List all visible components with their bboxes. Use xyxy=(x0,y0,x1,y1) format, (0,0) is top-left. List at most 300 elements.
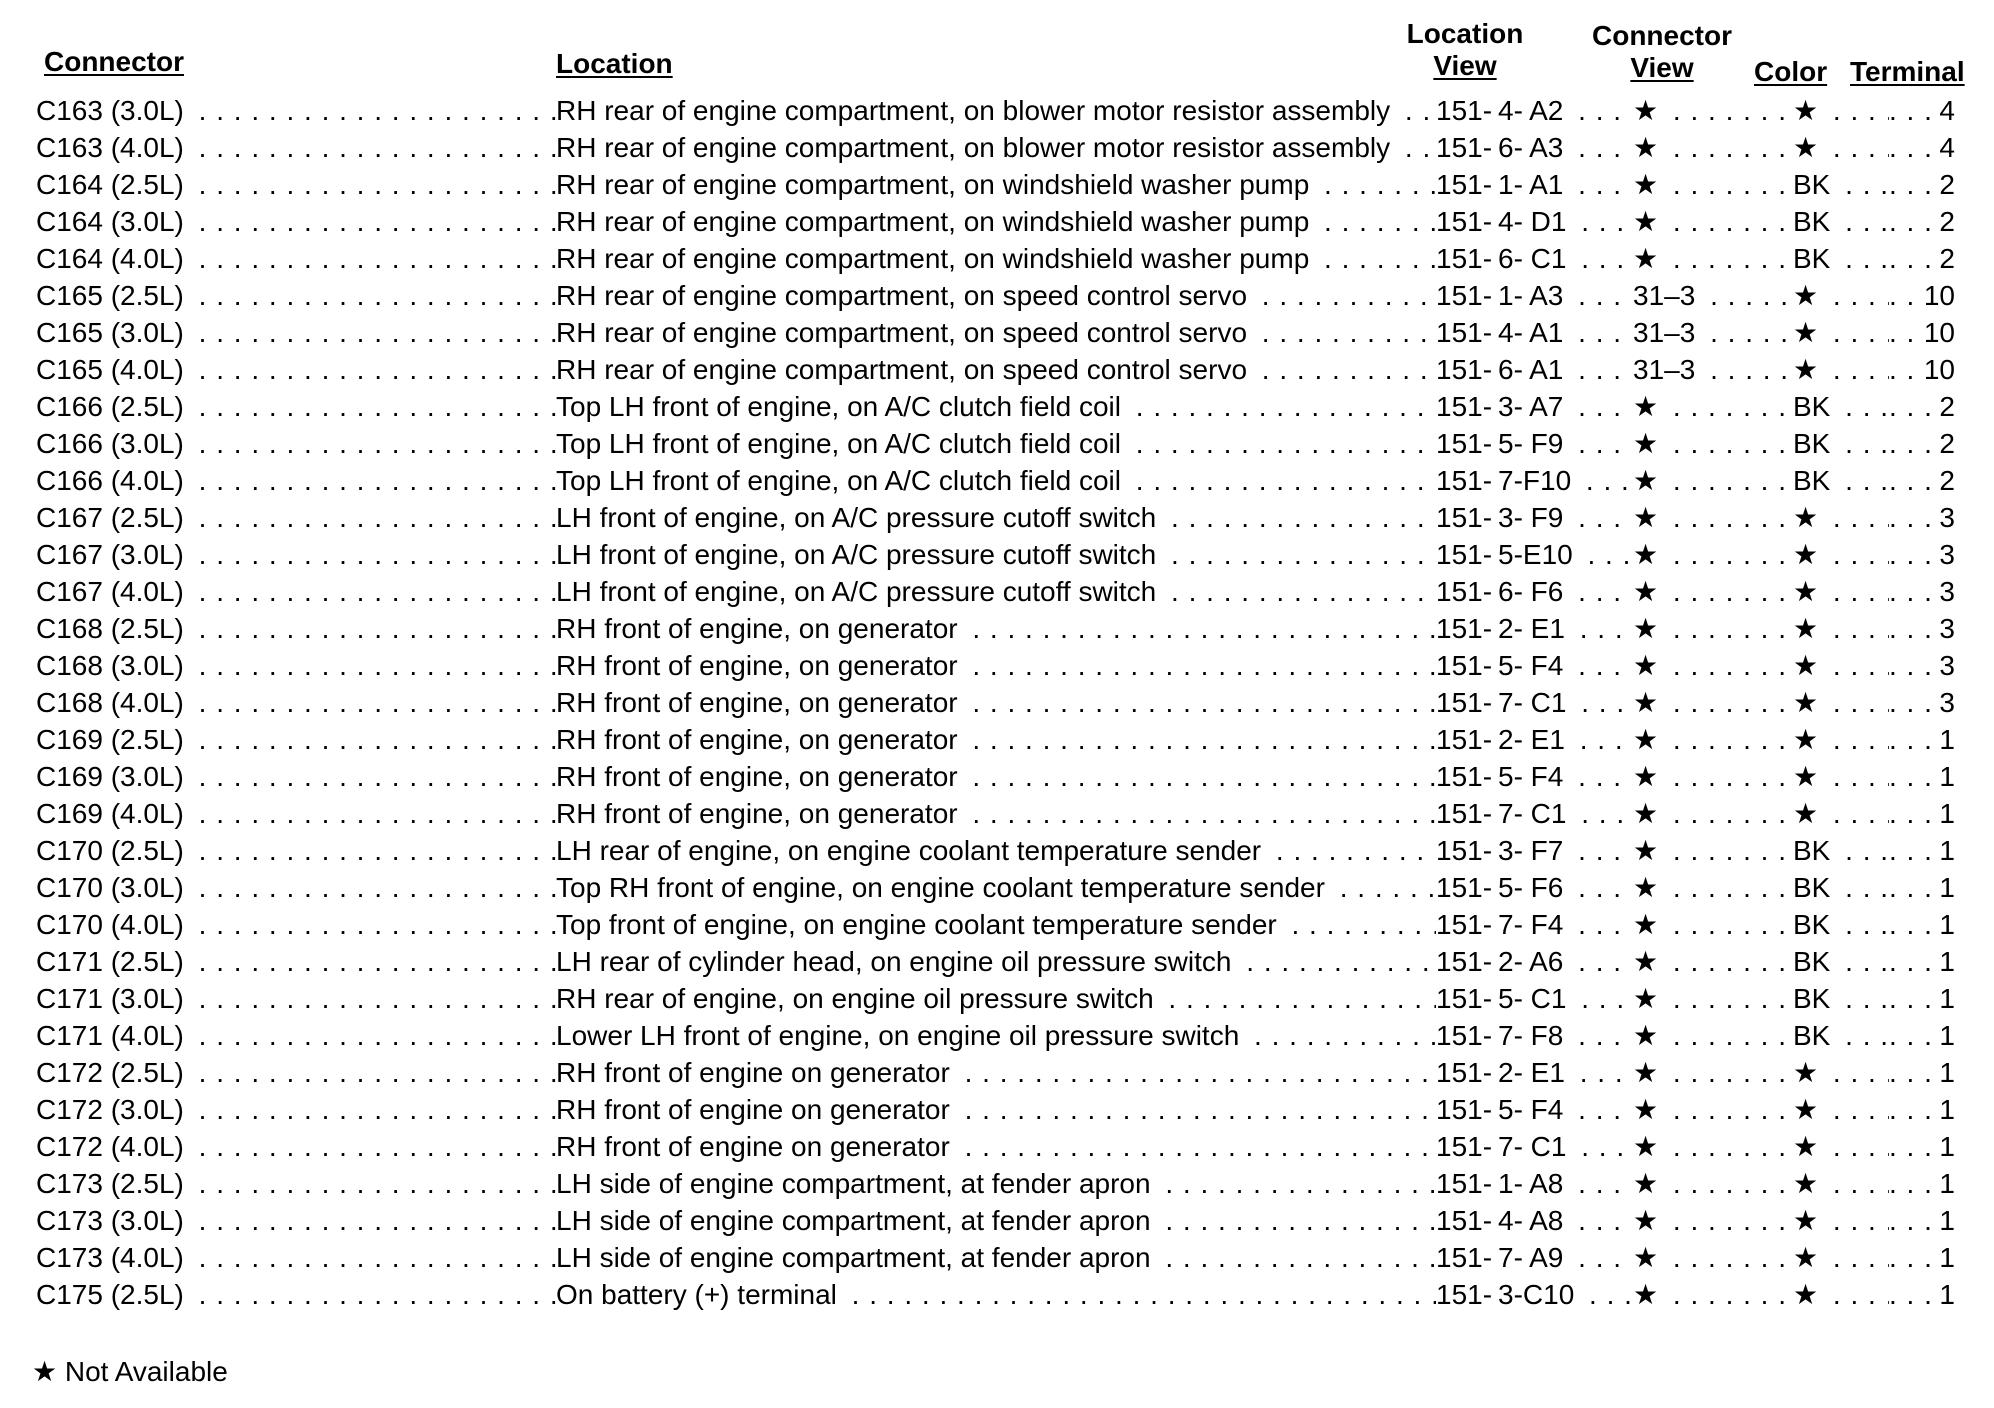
location-view-page: 151- xyxy=(1436,835,1496,866)
connector-id-cell xyxy=(36,277,556,314)
location-text-cell xyxy=(556,1091,1436,1128)
location-text: LH front of engine, on A/C pressure cutoff switch xyxy=(556,576,1162,607)
table-row xyxy=(36,425,1966,462)
terminal-count: 1 xyxy=(1935,980,1955,1017)
location-view-grid-cell xyxy=(1498,980,1633,1017)
table-row xyxy=(36,758,1966,795)
table-row xyxy=(36,1239,1966,1276)
terminal-count: 3 xyxy=(1935,647,1955,684)
connector-id-cell xyxy=(36,610,556,647)
terminal-count: 10 xyxy=(1920,277,1955,314)
wire-color-cell xyxy=(1793,1017,1889,1054)
location-view-page-cell xyxy=(1436,1091,1496,1128)
location-view-grid: 3- F9 xyxy=(1498,502,1569,533)
terminal-cell xyxy=(1889,351,1955,388)
location-view-page: 151- xyxy=(1436,317,1496,348)
location-view-grid: 4- A2 xyxy=(1498,95,1569,126)
header-location-label: Location xyxy=(556,48,673,79)
location-view-page-cell xyxy=(1436,906,1496,943)
location-view-grid: 5- F4 xyxy=(1498,650,1569,681)
wire-color: ★ xyxy=(1793,1094,1824,1125)
connector-view: 31–3 xyxy=(1633,280,1701,311)
location-view-grid-cell xyxy=(1498,758,1633,795)
connector-view: 31–3 xyxy=(1633,317,1701,348)
connector-id: C172 (4.0L) xyxy=(36,1131,190,1162)
location-view-grid: 2- E1 xyxy=(1498,724,1571,755)
connector-id: C171 (3.0L) xyxy=(36,983,190,1014)
table-row xyxy=(36,610,1966,647)
location-view-grid: 7- C1 xyxy=(1498,1131,1572,1162)
wire-color-cell xyxy=(1793,1239,1889,1276)
connector-view: ★ xyxy=(1633,687,1664,718)
location-text-cell xyxy=(556,351,1436,388)
location-text-cell xyxy=(556,832,1436,869)
header-connector-view xyxy=(1592,20,1732,84)
location-view-page-cell xyxy=(1436,832,1496,869)
terminal-cell xyxy=(1889,1091,1955,1128)
wire-color-cell xyxy=(1793,166,1889,203)
terminal-count: 2 xyxy=(1935,203,1955,240)
location-view-page-cell xyxy=(1436,980,1496,1017)
location-text-cell xyxy=(556,1239,1436,1276)
table-row xyxy=(36,1128,1966,1165)
location-view-grid: 4- A1 xyxy=(1498,317,1569,348)
terminal-count: 3 xyxy=(1935,610,1955,647)
location-view-page-cell xyxy=(1436,869,1496,906)
location-view-page-cell xyxy=(1436,314,1496,351)
terminal-cell xyxy=(1889,869,1955,906)
connector-id-cell xyxy=(36,1017,556,1054)
location-view-page: 151- xyxy=(1436,576,1496,607)
connector-view-cell xyxy=(1633,1276,1793,1313)
connector-id-cell xyxy=(36,1128,556,1165)
location-text: RH rear of engine, on engine oil pressure switch xyxy=(556,983,1160,1014)
location-view-page: 151- xyxy=(1436,1279,1496,1310)
connector-id: C163 (3.0L) xyxy=(36,95,190,126)
location-view-page: 151- xyxy=(1436,354,1496,385)
table-row xyxy=(36,129,1966,166)
location-text: RH rear of engine compartment, on speed control servo xyxy=(556,317,1253,348)
location-text: Lower LH front of engine, on engine oil pressure switch xyxy=(556,1020,1245,1051)
table-row xyxy=(36,351,1966,388)
wire-color: BK xyxy=(1793,835,1836,866)
location-text-cell xyxy=(556,166,1436,203)
connector-view-cell xyxy=(1633,351,1793,388)
location-view-grid-cell xyxy=(1498,314,1633,351)
wire-color: ★ xyxy=(1793,1057,1824,1088)
location-view-grid: 3- F7 xyxy=(1498,835,1569,866)
header-connector-view-line1: Connector xyxy=(1592,20,1732,51)
connector-view-cell xyxy=(1633,1202,1793,1239)
connector-id: C172 (2.5L) xyxy=(36,1057,190,1088)
connector-view: ★ xyxy=(1633,391,1664,422)
location-text: RH front of engine, on generator xyxy=(556,650,964,681)
location-view-page: 151- xyxy=(1436,1020,1496,1051)
connector-id: C170 (2.5L) xyxy=(36,835,190,866)
location-view-page: 151- xyxy=(1436,798,1496,829)
terminal-cell xyxy=(1889,647,1955,684)
connector-view: ★ xyxy=(1633,169,1664,200)
terminal-count: 1 xyxy=(1935,1165,1955,1202)
wire-color: ★ xyxy=(1793,502,1824,533)
connector-id-cell xyxy=(36,462,556,499)
location-text: On battery (+) terminal xyxy=(556,1279,843,1310)
connector-view-cell xyxy=(1633,573,1793,610)
terminal-count: 1 xyxy=(1935,869,1955,906)
terminal-cell xyxy=(1889,684,1955,721)
location-view-page-cell xyxy=(1436,943,1496,980)
wire-color: ★ xyxy=(1793,613,1824,644)
location-view-grid: 7-F10 xyxy=(1498,465,1577,496)
location-text: RH front of engine on generator xyxy=(556,1057,956,1088)
connector-view: ★ xyxy=(1633,1168,1664,1199)
wire-color-cell xyxy=(1793,536,1889,573)
location-text-cell xyxy=(556,647,1436,684)
location-view-grid-cell xyxy=(1498,1091,1633,1128)
terminal-count: 1 xyxy=(1935,832,1955,869)
wire-color-cell xyxy=(1793,277,1889,314)
location-view-grid: 2- E1 xyxy=(1498,613,1571,644)
connector-id-cell xyxy=(36,1165,556,1202)
connector-view-cell xyxy=(1633,314,1793,351)
location-view-grid-cell xyxy=(1498,832,1633,869)
connector-view-cell xyxy=(1633,499,1793,536)
connector-view-cell xyxy=(1633,277,1793,314)
connector-id-cell xyxy=(36,943,556,980)
wire-color: BK xyxy=(1793,169,1836,200)
location-text-cell xyxy=(556,684,1436,721)
location-view-grid-cell xyxy=(1498,1017,1633,1054)
location-view-page: 151- xyxy=(1436,1094,1496,1125)
connector-view: ★ xyxy=(1633,502,1664,533)
wire-color: BK xyxy=(1793,428,1836,459)
location-view-page-cell xyxy=(1436,129,1496,166)
connector-id-cell xyxy=(36,758,556,795)
wire-color: ★ xyxy=(1793,1242,1824,1273)
terminal-cell xyxy=(1889,906,1955,943)
location-view-page-cell xyxy=(1436,536,1496,573)
wire-color-cell xyxy=(1793,758,1889,795)
location-view-grid-cell xyxy=(1498,166,1633,203)
terminal-count: 4 xyxy=(1935,129,1955,166)
location-view-grid-cell xyxy=(1498,536,1633,573)
location-text-cell xyxy=(556,92,1436,129)
location-view-page-cell xyxy=(1436,721,1496,758)
terminal-cell xyxy=(1889,203,1955,240)
wire-color-cell xyxy=(1793,721,1889,758)
location-text: LH side of engine compartment, at fender apron xyxy=(556,1168,1157,1199)
wire-color-cell xyxy=(1793,980,1889,1017)
location-text-cell xyxy=(556,129,1436,166)
connector-id-cell xyxy=(36,684,556,721)
location-view-page-cell xyxy=(1436,425,1496,462)
table-row xyxy=(36,832,1966,869)
connector-view: ★ xyxy=(1633,576,1664,607)
connector-id-cell xyxy=(36,425,556,462)
location-view-page: 151- xyxy=(1436,650,1496,681)
location-text: LH front of engine, on A/C pressure cutoff switch xyxy=(556,539,1162,570)
connector-view-cell xyxy=(1633,240,1793,277)
location-view-grid: 7- C1 xyxy=(1498,798,1572,829)
connector-view-cell xyxy=(1633,832,1793,869)
terminal-cell xyxy=(1889,573,1955,610)
connector-view-cell xyxy=(1633,92,1793,129)
wire-color-cell xyxy=(1793,573,1889,610)
connector-view-cell xyxy=(1633,795,1793,832)
table-row xyxy=(36,943,1966,980)
location-view-page-cell xyxy=(1436,573,1496,610)
location-view-grid-cell xyxy=(1498,462,1633,499)
location-view-page-cell xyxy=(1436,1276,1496,1313)
connector-view-cell xyxy=(1633,647,1793,684)
connector-id: C168 (2.5L) xyxy=(36,613,190,644)
header-location-view-line2: View xyxy=(1433,50,1497,81)
location-text: RH front of engine, on generator xyxy=(556,613,964,644)
location-view-page-cell xyxy=(1436,166,1496,203)
terminal-count: 2 xyxy=(1935,388,1955,425)
location-text-cell xyxy=(556,1276,1436,1313)
wire-color-cell xyxy=(1793,499,1889,536)
wire-color-cell xyxy=(1793,610,1889,647)
connector-view: ★ xyxy=(1633,872,1664,903)
table-row xyxy=(36,499,1966,536)
terminal-cell xyxy=(1889,240,1955,277)
location-view-grid: 4- A8 xyxy=(1498,1205,1569,1236)
location-view-grid: 5- F4 xyxy=(1498,761,1569,792)
table-row xyxy=(36,684,1966,721)
terminal-count: 1 xyxy=(1935,906,1955,943)
connector-view-cell xyxy=(1633,980,1793,1017)
location-view-grid: 6- A3 xyxy=(1498,132,1569,163)
wire-color-cell xyxy=(1793,647,1889,684)
connector-id-cell xyxy=(36,499,556,536)
wire-color-cell xyxy=(1793,314,1889,351)
connector-id: C170 (4.0L) xyxy=(36,909,190,940)
location-text: Top LH front of engine, on A/C clutch field coil xyxy=(556,428,1127,459)
connector-view: ★ xyxy=(1633,1205,1664,1236)
terminal-count: 10 xyxy=(1920,351,1955,388)
location-view-page-cell xyxy=(1436,1165,1496,1202)
location-text: LH front of engine, on A/C pressure cutoff switch xyxy=(556,502,1162,533)
header-terminal xyxy=(1850,56,1965,88)
table-row xyxy=(36,906,1966,943)
connector-view: ★ xyxy=(1633,1242,1664,1273)
connector-id: C164 (3.0L) xyxy=(36,206,190,237)
location-view-grid: 2- A6 xyxy=(1498,946,1569,977)
location-text-cell xyxy=(556,499,1436,536)
connector-id-cell xyxy=(36,203,556,240)
location-view-page: 151- xyxy=(1436,95,1496,126)
location-view-grid: 3-C10 xyxy=(1498,1279,1580,1310)
connector-id-cell xyxy=(36,1091,556,1128)
connector-view-cell xyxy=(1633,388,1793,425)
connector-id-cell xyxy=(36,980,556,1017)
connector-id: C165 (2.5L) xyxy=(36,280,190,311)
connector-id: C166 (4.0L) xyxy=(36,465,190,496)
connector-view: ★ xyxy=(1633,761,1664,792)
wire-color: BK xyxy=(1793,909,1836,940)
connector-id: C171 (2.5L) xyxy=(36,946,190,977)
location-text: RH front of engine, on generator xyxy=(556,724,964,755)
connector-view: 31–3 xyxy=(1633,354,1701,385)
location-view-page-cell xyxy=(1436,351,1496,388)
terminal-cell xyxy=(1889,943,1955,980)
connector-id-cell xyxy=(36,240,556,277)
wire-color: BK xyxy=(1793,946,1836,977)
location-text: RH rear of engine compartment, on blower motor resistor assembly xyxy=(556,95,1396,126)
connector-view: ★ xyxy=(1633,243,1664,274)
connector-view-cell xyxy=(1633,1165,1793,1202)
terminal-cell xyxy=(1889,388,1955,425)
location-view-grid-cell xyxy=(1498,1202,1633,1239)
location-view-grid: 4- D1 xyxy=(1498,206,1572,237)
location-text-cell xyxy=(556,610,1436,647)
location-text: LH side of engine compartment, at fender apron xyxy=(556,1205,1157,1236)
wire-color: BK xyxy=(1793,465,1836,496)
connector-view-cell xyxy=(1633,1239,1793,1276)
wire-color: ★ xyxy=(1793,539,1824,570)
connector-view-cell xyxy=(1633,536,1793,573)
location-view-page-cell xyxy=(1436,684,1496,721)
location-view-page: 151- xyxy=(1436,613,1496,644)
connector-view: ★ xyxy=(1633,465,1664,496)
wire-color-cell xyxy=(1793,462,1889,499)
terminal-cell xyxy=(1889,314,1955,351)
location-text: RH front of engine, on generator xyxy=(556,687,964,718)
terminal-count: 1 xyxy=(1935,943,1955,980)
location-view-grid-cell xyxy=(1498,906,1633,943)
table-row xyxy=(36,1017,1966,1054)
connector-id: C169 (3.0L) xyxy=(36,761,190,792)
wire-color: ★ xyxy=(1793,576,1824,607)
location-view-page-cell xyxy=(1436,240,1496,277)
connector-table-body xyxy=(36,92,1966,1313)
connector-id: C166 (2.5L) xyxy=(36,391,190,422)
wire-color-cell xyxy=(1793,388,1889,425)
table-row xyxy=(36,869,1966,906)
terminal-cell xyxy=(1889,832,1955,869)
terminal-cell xyxy=(1889,1202,1955,1239)
connector-view: ★ xyxy=(1633,909,1664,940)
header-location-view-line1: Location xyxy=(1406,18,1524,49)
location-view-page: 151- xyxy=(1436,1057,1496,1088)
location-text-cell xyxy=(556,758,1436,795)
connector-view: ★ xyxy=(1633,539,1664,570)
location-view-page-cell xyxy=(1436,610,1496,647)
connector-view-cell xyxy=(1633,1091,1793,1128)
connector-view-cell xyxy=(1633,610,1793,647)
terminal-cell xyxy=(1889,536,1955,573)
location-view-grid: 1- A3 xyxy=(1498,280,1569,311)
wire-color-cell xyxy=(1793,203,1889,240)
table-row xyxy=(36,314,1966,351)
location-view-page-cell xyxy=(1436,1202,1496,1239)
wire-color-cell xyxy=(1793,240,1889,277)
location-text: RH rear of engine compartment, on speed control servo xyxy=(556,280,1253,311)
table-row xyxy=(36,1202,1966,1239)
connector-view-cell xyxy=(1633,1054,1793,1091)
connector-id: C168 (4.0L) xyxy=(36,687,190,718)
connector-id: C173 (2.5L) xyxy=(36,1168,190,1199)
connector-view-cell xyxy=(1633,1128,1793,1165)
connector-id-cell xyxy=(36,573,556,610)
connector-id-cell xyxy=(36,795,556,832)
connector-id: C167 (4.0L) xyxy=(36,576,190,607)
location-view-page: 151- xyxy=(1436,391,1496,422)
location-view-grid-cell xyxy=(1498,647,1633,684)
connector-id: C169 (2.5L) xyxy=(36,724,190,755)
connector-id-cell xyxy=(36,647,556,684)
terminal-count: 1 xyxy=(1935,1202,1955,1239)
location-view-grid: 1- A1 xyxy=(1498,169,1569,200)
terminal-count: 3 xyxy=(1935,499,1955,536)
location-view-grid-cell xyxy=(1498,351,1633,388)
connector-view: ★ xyxy=(1633,613,1664,644)
terminal-count: 2 xyxy=(1935,240,1955,277)
terminal-cell xyxy=(1889,129,1955,166)
connector-id-cell xyxy=(36,721,556,758)
connector-id-cell xyxy=(36,536,556,573)
location-view-page-cell xyxy=(1436,462,1496,499)
connector-id: C172 (3.0L) xyxy=(36,1094,190,1125)
location-view-page: 151- xyxy=(1436,1168,1496,1199)
location-view-page: 151- xyxy=(1436,280,1496,311)
wire-color: ★ xyxy=(1793,354,1824,385)
location-view-grid: 7- F4 xyxy=(1498,909,1569,940)
location-text-cell xyxy=(556,869,1436,906)
terminal-count: 2 xyxy=(1935,425,1955,462)
location-view-page-cell xyxy=(1436,277,1496,314)
connector-view-cell xyxy=(1633,462,1793,499)
wire-color: ★ xyxy=(1793,1131,1824,1162)
location-text-cell xyxy=(556,314,1436,351)
wire-color-cell xyxy=(1793,943,1889,980)
connector-view: ★ xyxy=(1633,1279,1664,1310)
connector-view-cell xyxy=(1633,684,1793,721)
location-view-page: 151- xyxy=(1436,1242,1496,1273)
terminal-cell xyxy=(1889,1054,1955,1091)
location-view-grid: 1- A8 xyxy=(1498,1168,1569,1199)
location-text: Top LH front of engine, on A/C clutch field coil xyxy=(556,391,1127,422)
location-view-grid: 5- F6 xyxy=(1498,872,1569,903)
location-view-page: 151- xyxy=(1436,206,1496,237)
connector-id-cell xyxy=(36,1239,556,1276)
terminal-cell xyxy=(1889,499,1955,536)
wire-color-cell xyxy=(1793,129,1889,166)
wire-color: ★ xyxy=(1793,95,1824,126)
terminal-cell xyxy=(1889,1239,1955,1276)
wire-color-cell xyxy=(1793,1165,1889,1202)
connector-id: C163 (4.0L) xyxy=(36,132,190,163)
table-row xyxy=(36,240,1966,277)
table-row xyxy=(36,573,1966,610)
location-text: RH rear of engine compartment, on windshield washer pump xyxy=(556,243,1315,274)
location-view-page: 151- xyxy=(1436,1205,1496,1236)
location-view-grid: 5- F9 xyxy=(1498,428,1569,459)
table-row xyxy=(36,462,1966,499)
connector-view: ★ xyxy=(1633,206,1664,237)
location-view-page-cell xyxy=(1436,388,1496,425)
location-view-page: 151- xyxy=(1436,761,1496,792)
terminal-count: 2 xyxy=(1935,166,1955,203)
location-view-grid-cell xyxy=(1498,573,1633,610)
location-view-grid-cell xyxy=(1498,277,1633,314)
wire-color-cell xyxy=(1793,1054,1889,1091)
location-view-grid-cell xyxy=(1498,129,1633,166)
wire-color-cell xyxy=(1793,1128,1889,1165)
location-view-grid-cell xyxy=(1498,795,1633,832)
wire-color: ★ xyxy=(1793,280,1824,311)
